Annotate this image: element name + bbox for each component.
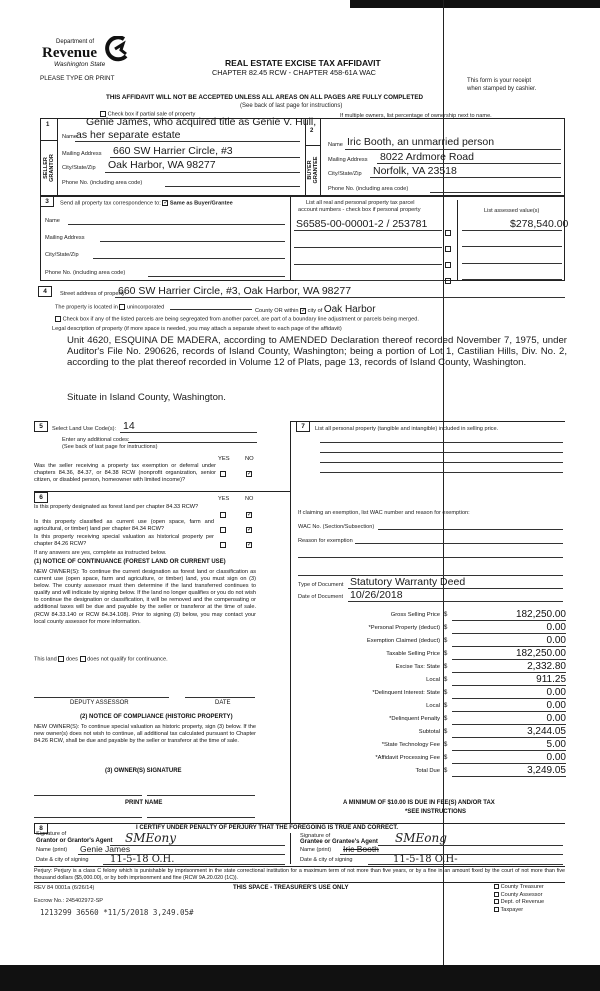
dollar-sign: $ [444, 664, 448, 670]
amount-label: Taxable Selling Price [386, 651, 440, 657]
copy-label: Taxpayer [500, 906, 524, 913]
warning: THIS AFFIDAVIT WILL NOT BE ACCEPTED UNLESS ALL AREAS ON ALL PAGES ARE FULLY COMPLETED [106, 94, 424, 101]
copy-checkbox[interactable] [494, 884, 544, 890]
amount-value[interactable]: 0.00 [452, 713, 566, 725]
amount-label: Gross Selling Price [390, 612, 440, 618]
seller-name-line1: Genie James, who acquired title as Genie V. Hull, [86, 116, 317, 128]
amount-value[interactable]: 0.00 [452, 635, 566, 647]
historic-no-checkbox[interactable]: ✓ [247, 541, 253, 548]
forest-no-checkbox[interactable]: ✓ [247, 511, 253, 518]
copy-checkbox[interactable] [494, 899, 544, 905]
current-use-no-checkbox[interactable]: ✓ [247, 526, 253, 533]
dollar-sign: $ [444, 755, 448, 761]
amount-value[interactable]: 2,332.80 [452, 661, 566, 673]
amount-value[interactable]: 3,244.05 [452, 726, 566, 738]
amount-value[interactable]: 0.00 [452, 622, 566, 634]
section-7-number: 7 [296, 421, 310, 432]
amount-value[interactable]: 3,249.05 [452, 765, 566, 777]
scan-edge-top [350, 0, 600, 8]
dollar-sign: $ [444, 690, 448, 696]
personal-property-checkbox[interactable] [445, 272, 451, 290]
multiple-owners-note: If multiple owners, list percentage of ownership next to name. [340, 113, 492, 119]
section-1-number: 1 [46, 122, 50, 128]
amount-value[interactable]: 0.00 [452, 752, 566, 764]
section-8-number: 8 [34, 823, 48, 834]
copy-label: County Treasurer [500, 884, 544, 890]
cashier-stamp: 1213299 36560 *11/5/2018 3,249.05# [40, 908, 194, 917]
does-qualify-checkbox[interactable] [58, 656, 64, 662]
dollar-sign: $ [444, 677, 448, 683]
city-checkbox[interactable]: ✓ [301, 307, 307, 314]
dollar-sign: $ [444, 612, 448, 618]
seller-phone[interactable] [165, 186, 300, 187]
dollar-sign: $ [444, 703, 448, 709]
form-subtitle: CHAPTER 82.45 RCW - CHAPTER 458-61A WAC [212, 68, 376, 77]
buyer-name[interactable]: Iric Booth, an unmarried person [347, 136, 495, 148]
seller-city[interactable]: Oak Harbor, WA 98277 [108, 159, 216, 171]
amount-label: Total Due [415, 768, 440, 774]
section-5-number: 5 [34, 421, 48, 432]
seller-side-label: SELLER GRANTOR [43, 154, 55, 182]
section-3-number: 3 [40, 196, 54, 207]
treasurer-use-label: THIS SPACE - TREASURER'S USE ONLY [233, 885, 349, 891]
amount-value[interactable]: 182,250.00 [452, 609, 566, 621]
historic-yes-checkbox[interactable] [220, 536, 226, 554]
receipt-note-line1: This form is your receipt [467, 78, 532, 84]
receipt-note-line2: when stamped by cashier. [467, 86, 537, 92]
dor-logo: Department of Revenue Washington State [42, 36, 132, 74]
copy-label: Dept. of Revenue [500, 899, 545, 905]
document-type[interactable]: Statutory Warranty Deed [350, 576, 466, 588]
partial-sale-checkbox[interactable]: Check box if partial sale of property [100, 111, 195, 117]
situate: Situate in Island County, Washington. [67, 392, 226, 403]
amount-value[interactable]: 911.25 [452, 674, 566, 686]
segregated-checkbox[interactable] [55, 316, 61, 322]
grantor-printed-name[interactable]: Genie James [80, 844, 131, 854]
buyer-city[interactable]: Norfolk, VA 23518 [373, 165, 457, 177]
see-back-note: (See back of last page for instructions) [240, 103, 343, 109]
buyer-phone[interactable] [430, 192, 561, 193]
dollar-sign: $ [444, 716, 448, 722]
scan-edge-bottom [0, 965, 600, 991]
same-as-buyer-checkbox[interactable]: ✓ [163, 200, 169, 206]
dor-logo-mark-icon [104, 36, 130, 62]
amount-value[interactable]: 5.00 [452, 739, 566, 751]
perjury-notice: Perjury: Perjury is a class C felony which is punishable by imprisonment in the state correctional institution for a maximum term of not more than five years, or by a fine in an amount fixed by the court of not more than five thousand dollars ($5,000.00), or by both imprisonment and fine (RCW 9A.20.020 (1C)). [34, 868, 565, 881]
amount-label: *State Technology Fee [381, 742, 440, 748]
property-street-address[interactable]: 660 SW Harrier Circle, #3, Oak Harbor, WA 98277 [118, 285, 352, 297]
buyer-side-label: BUYER GRANTEE [307, 156, 319, 184]
legal-description: Unit 4620, ESQUINA DE MADERA, according to AMENDED Declaration thereof recorded November 7, 1975, under Auditor's File No. 290626, records of Island County, Washington; being a portion of Lot 1, Castilian Hills, Div. No. 2, according to the plat thereof recorded in Volume 12 of Plats, page 13, records of Island County, Washington. [67, 335, 567, 368]
amount-label: Exemption Claimed (deduct) [366, 638, 440, 644]
amount-label: Subtotal [418, 729, 440, 735]
amount-label: Local [426, 677, 440, 683]
copy-label: County Assessor [500, 891, 543, 898]
dollar-sign: $ [444, 625, 448, 631]
buyer-mailing-address[interactable]: 8022 Ardmore Road [380, 151, 474, 163]
does-not-qualify-checkbox[interactable] [80, 656, 86, 662]
amount-value[interactable]: 0.00 [452, 687, 566, 699]
grantee-printed-name[interactable]: Iric Booth [343, 844, 379, 854]
amount-value[interactable]: 182,250.00 [452, 648, 566, 660]
section-6-number: 6 [34, 492, 48, 503]
amount-label: *Personal Property (deduct) [368, 625, 440, 631]
grantor-signature[interactable]: SMEony [125, 831, 176, 845]
seller-mailing-address[interactable]: 660 SW Harrier Circle, #3 [113, 145, 233, 157]
grantee-date-city[interactable]: 11-5-18 O.H- [393, 854, 458, 865]
amount-label: Local [426, 703, 440, 709]
dollar-sign: $ [444, 768, 448, 774]
parcel-number[interactable]: S6585-00-00001-2 / 253781 [296, 218, 428, 230]
form-title: REAL ESTATE EXCISE TAX AFFIDAVIT [225, 58, 381, 68]
unincorporated-checkbox[interactable] [119, 304, 125, 310]
dollar-sign: $ [444, 638, 448, 644]
section-4-number: 4 [38, 286, 52, 297]
escrow-number: Escrow No.: 245402972-SP [34, 898, 104, 904]
land-use-code[interactable]: 14 [123, 420, 135, 432]
form-revision: REV 84 0001a (6/26/14) [34, 885, 95, 891]
property-city: Oak Harbor [323, 304, 376, 315]
section-2-number: 2 [310, 128, 314, 134]
amount-label: Excise Tax: State [395, 664, 440, 670]
amount-value[interactable]: 0.00 [452, 700, 566, 712]
document-date[interactable]: 10/26/2018 [350, 589, 403, 601]
dollar-sign: $ [444, 729, 448, 735]
exemption-yes-checkbox[interactable] [220, 465, 226, 483]
dollar-sign: $ [444, 651, 448, 657]
dollar-sign: $ [444, 742, 448, 748]
please-type: PLEASE TYPE OR PRINT [40, 75, 115, 82]
assessed-value[interactable]: $278,540.00 [510, 218, 569, 230]
amount-label: *Delinquent Interest: State [372, 690, 440, 696]
copy-checkbox[interactable] [494, 892, 543, 898]
amount-label: *Delinquent Penalty [389, 716, 440, 722]
exemption-no-checkbox[interactable]: ✓ [247, 470, 253, 477]
grantee-signature[interactable]: SMEong [395, 831, 447, 845]
amount-label: *Affidavit Processing Fee [375, 755, 440, 761]
copy-checkbox[interactable] [494, 907, 523, 913]
seller-name-line2[interactable]: as her separate estate [76, 129, 181, 141]
grantor-date-city[interactable]: 11-5-18 O.H. [110, 854, 175, 865]
